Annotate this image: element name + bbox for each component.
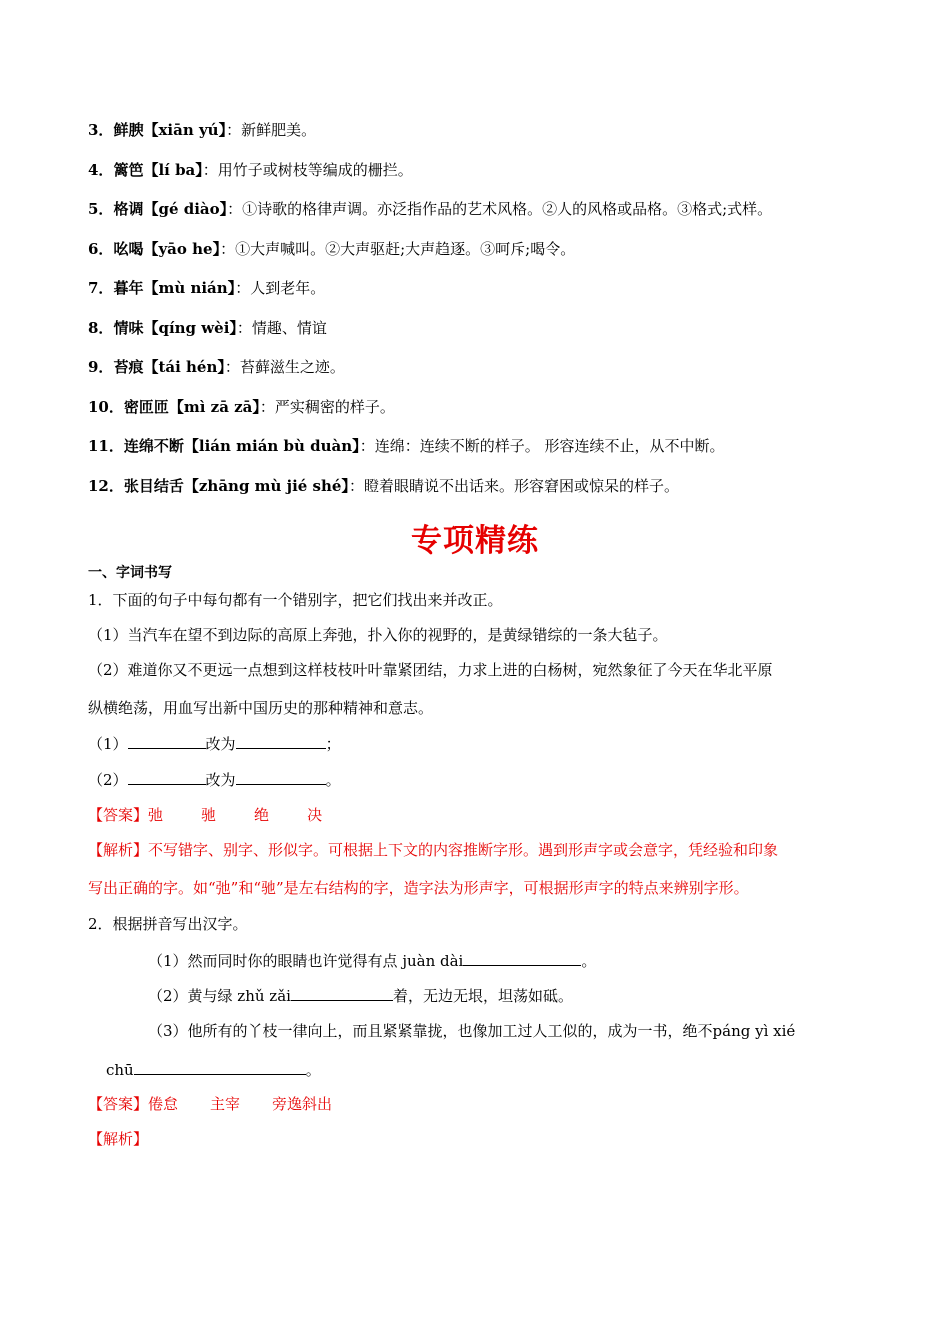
vocab-def: ：瞪着眼睛说不出话来。形容窘困或惊呆的样子。 [348, 477, 679, 495]
q2-item-1 [148, 950, 596, 971]
answer-label: 【答案】 [88, 1095, 149, 1113]
vocab-pinyin: 【mì zā zā】 [168, 398, 260, 416]
q1-blank-row-1 [88, 733, 341, 754]
vocab-def: ：人到老年。 [235, 279, 326, 297]
vocab-num: 10． [88, 398, 124, 416]
vocab-item [88, 357, 345, 377]
vocab-def: ：用竹子或树枝等编成的栅拦。 [202, 161, 413, 179]
answer-value: 弛 [148, 806, 164, 824]
vocab-word: 密匝匝 [123, 398, 169, 416]
answer-value: 主宰 [210, 1095, 241, 1113]
vocab-pinyin: 【xiān yú】 [143, 121, 227, 139]
q2-item-text: chū [106, 1061, 134, 1079]
vocab-word: 吆喝 [113, 240, 144, 258]
vocab-num: 5． [88, 200, 114, 218]
vocab-def: ：①大声喊叫。②大声驱赶;大声趋逐。③呵斥;喝令。 [220, 240, 576, 258]
vocab-item [88, 278, 325, 298]
vocab-item [88, 120, 316, 140]
vocab-def: ：苔藓滋生之迹。 [224, 358, 345, 376]
q2-item-end: 着，无边无垠，坦荡如砥。 [392, 987, 573, 1005]
answer-value: 驰 [201, 806, 217, 824]
vocab-num: 3． [88, 121, 114, 139]
vocab-item [88, 199, 772, 219]
vocab-num: 8． [88, 319, 114, 337]
part-heading: 一、字词书写 [88, 565, 172, 581]
vocab-word: 格调 [113, 200, 144, 218]
vocab-pinyin: 【mù nián】 [143, 279, 236, 297]
q1-sentence-1: （1）当汽车在望不到边际的高原上奔弛，扑入你的视野的，是黄绿错综的一条大毡子。 [88, 626, 668, 644]
vocab-def: ：①诗歌的格律声调。亦泛指作品的艺术风格。②人的风格或品格。③格式;式样。 [227, 200, 773, 218]
vocab-def: ：新鲜肥美。 [226, 121, 317, 139]
vocab-num: 4． [88, 161, 114, 179]
vocab-pinyin: 【qíng wèi】 [143, 319, 237, 337]
answer-blank[interactable] [134, 1059, 306, 1075]
answer-value: 倦怠 [148, 1095, 179, 1113]
section-title: 专项精练 [411, 523, 539, 559]
answer-blank[interactable] [128, 769, 206, 785]
answer-blank[interactable] [291, 985, 393, 1001]
vocab-item [88, 318, 327, 338]
blank-mid: 改为 [205, 771, 236, 789]
q2-item-end: 。 [581, 952, 597, 970]
vocab-pinyin: 【zhāng mù jié shé】 [183, 477, 349, 495]
vocab-num: 6． [88, 240, 114, 258]
q1-prompt: 1．下面的句子中每句都有一个错别字，把它们找出来并改正。 [88, 591, 503, 609]
vocab-pinyin: 【yāo he】 [143, 240, 221, 258]
answer-value: 旁逸斜出 [272, 1095, 333, 1113]
vocab-item [88, 239, 575, 259]
vocab-word: 张目结舌 [123, 477, 184, 495]
vocab-word: 暮年 [113, 279, 144, 297]
vocab-num: 11． [88, 437, 124, 455]
blank-end: ； [325, 735, 341, 753]
vocab-word: 连绵不断 [123, 437, 184, 455]
vocab-word: 鲜腴 [113, 121, 144, 139]
answer-blank[interactable] [236, 733, 326, 749]
q1-answer [88, 805, 322, 825]
blank-prefix: （2） [88, 771, 128, 789]
vocab-item [88, 436, 724, 456]
answer-blank[interactable] [128, 733, 206, 749]
vocab-num: 12． [88, 477, 124, 495]
q2-item-end: 。 [305, 1061, 321, 1079]
q2-item-text: （1）然而同时你的眼睛也许觉得有点 juàn dài [148, 952, 464, 970]
vocab-def: ：严实稠密的样子。 [259, 398, 395, 416]
answer-label: 【答案】 [88, 806, 149, 824]
vocab-item [88, 397, 395, 417]
blank-prefix: （1） [88, 735, 128, 753]
blank-mid: 改为 [205, 735, 236, 753]
q2-item-2 [148, 985, 573, 1006]
answer-blank[interactable] [463, 950, 581, 966]
vocab-pinyin: 【lián mián bù duàn】 [183, 437, 360, 455]
vocab-def: ：连绵：连续不断的样子。 形容连续不止，从不中断。 [359, 437, 725, 455]
vocab-pinyin: 【gé diào】 [143, 200, 228, 218]
vocab-pinyin: 【lí ba】 [143, 161, 203, 179]
vocab-item [88, 160, 413, 180]
q2-prompt: 2．根据拼音写出汉字。 [88, 915, 248, 933]
answer-value: 绝 [254, 806, 270, 824]
q1-analysis-line-2: 写出正确的字。如“弛”和“驰”是左右结构的字，造字法为形声字，可根据形声字的特点来辨别字形。 [88, 879, 749, 897]
q2-analysis: 【解析】 [88, 1130, 149, 1148]
vocab-item [88, 476, 679, 496]
vocab-word: 苔痕 [113, 358, 144, 376]
vocab-pinyin: 【tái hén】 [143, 358, 225, 376]
vocab-num: 9． [88, 358, 114, 376]
q1-blank-row-2 [88, 769, 341, 790]
answer-value: 决 [307, 806, 323, 824]
q2-answer [88, 1094, 332, 1114]
q2-item-text: （2）黄与绿 zhǔ zǎi [148, 987, 291, 1005]
q1-analysis-line-1 [88, 840, 778, 860]
q2-item-3: （3）他所有的丫枝一律向上，而且紧紧靠拢，也像加工过人工似的，成为一书，绝不páng yì xié [148, 1022, 796, 1040]
q1-sentence-2a: （2）难道你又不更远一点想到这样枝枝叶叶靠紧团结，力求上进的白杨树，宛然象征了今天在华北平原 [88, 661, 773, 679]
vocab-def: ：情趣、情谊 [236, 319, 327, 337]
vocab-word: 情味 [113, 319, 144, 337]
analysis-text: 不写错字、别字、形似字。可根据上下文的内容推断字形。遇到形声字或会意字，凭经验和印象 [148, 841, 779, 859]
q2-item-3b [106, 1059, 321, 1080]
analysis-label: 【解析】 [88, 841, 149, 859]
answer-blank[interactable] [236, 769, 326, 785]
blank-end: 。 [325, 771, 341, 789]
vocab-num: 7． [88, 279, 114, 297]
q1-sentence-2b: 纵横绝荡，用血写出新中国历史的那种精神和意志。 [88, 699, 434, 717]
vocab-word: 篱笆 [113, 161, 144, 179]
